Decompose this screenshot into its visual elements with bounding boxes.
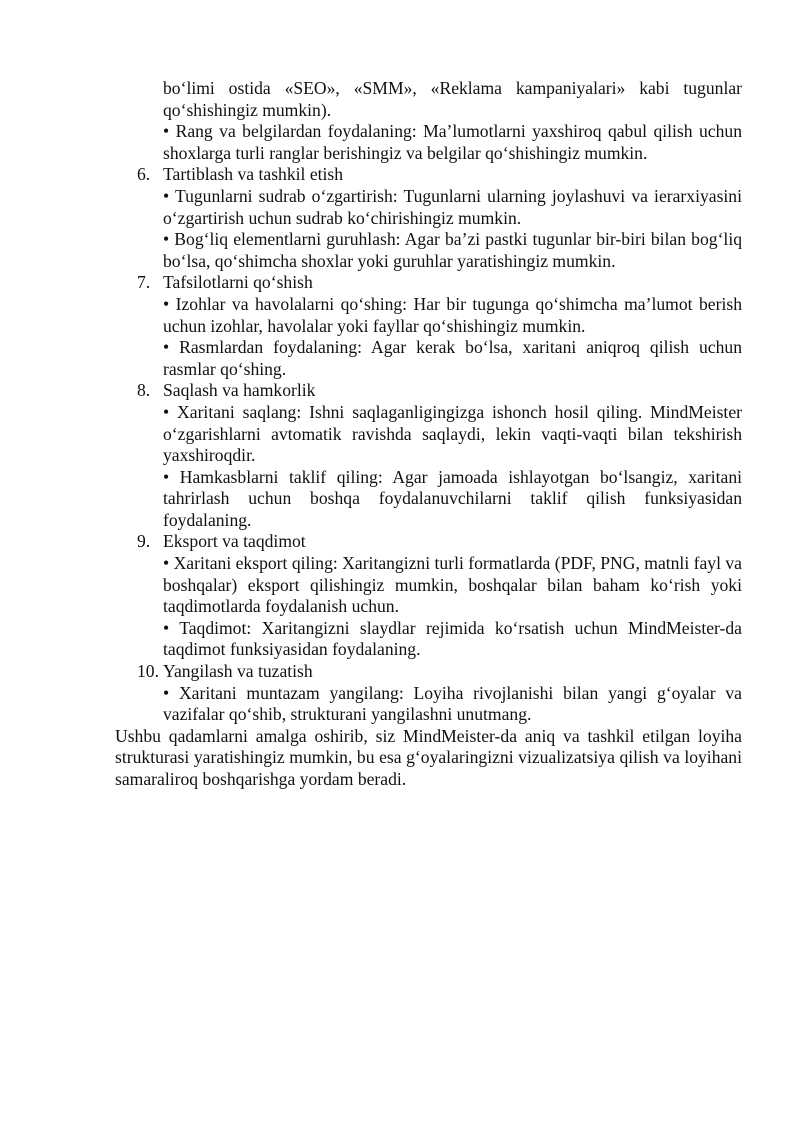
list-item-title: Tartiblash va tashkil etish xyxy=(163,164,344,185)
intro-continuation: bo‘limi ostida «SEO», «SMM», «Reklama kampaniyalari» kabi tugunlar qo‘shishingiz mumkin). xyxy=(163,78,742,120)
list-item-6-heading xyxy=(137,164,742,186)
list-item-number: 6. xyxy=(137,164,151,185)
list-item-9-heading xyxy=(137,531,742,553)
intro-bullet: • Rang va belgilardan foydalaning: Ma’lumotlarni yaxshiroq qabul qilish uchun shoxlarga turli ranglar berishingiz va belgilar qo‘shishingiz mumkin. xyxy=(163,121,742,163)
list-item-number: 9. xyxy=(137,531,151,552)
list-item-bullet: • Bog‘liq elementlarni guruhlash: Agar ba’zi pastki tugunlar bir-biri bilan bog‘liq bo‘lsa, qo‘shimcha shoxlar yoki guruhlar yaratishingiz mumkin. xyxy=(163,229,742,271)
list-item-number: 8. xyxy=(137,380,151,401)
list-item-title: Eksport va taqdimot xyxy=(163,531,306,552)
list-item-title: Yangilash va tuzatish xyxy=(163,661,313,682)
list-item-10-heading xyxy=(137,661,742,683)
list-item-number: 10. xyxy=(137,661,159,682)
list-item-title: Tafsilotlarni qo‘shish xyxy=(163,272,313,293)
list-item-bullet: • Taqdimot: Xaritangizni slaydlar rejimida ko‘rsatish uchun MindMeister-da taqdimot funksiyasidan foydalaning. xyxy=(163,617,742,660)
list-item-title: Saqlash va hamkorlik xyxy=(163,380,316,401)
conclusion-paragraph: Ushbu qadamlarni amalga oshirib, siz MindMeister-da aniq va tashkil etilgan loyiha strukturasi yaratishingiz mumkin, bu esa g‘oyalaringizni vizualizatsiya qilish va loyihani samaraliroq boshqarishga yordam beradi. xyxy=(115,725,742,789)
list-item-bullet: • Hamkasblarni taklif qiling: Agar jamoada ishlayotgan bo‘lsangiz, xaritani tahrirlash uchun boshqa foydalanuvchilarni taklif qilish funksiyasidan foydalaning. xyxy=(163,466,742,530)
list-item-bullet: • Xaritani saqlang: Ishni saqlaganligingizga ishonch hosil qiling. MindMeister o‘zgarishlarni avtomatik ravishda saqlaydi, lekin vaqti-vaqti bilan tekshirish yaxshiroqdir. xyxy=(163,401,742,466)
list-item-bullet: • Xaritani eksport qiling: Xaritangizni turli formatlarda (PDF, PNG, matnli fayl va boshqalar) eksport qilishingiz mumkin, boshqalar bilan baham ko‘rish yoki taqdimotlarda foydalanish uchun. xyxy=(163,553,742,617)
list-item-bullet: • Tugunlarni sudrab o‘zgartirish: Tugunlarni ularning joylashuvi va ierarxiyasini o‘zgartirish uchun sudrab ko‘chirishingiz mumkin. xyxy=(163,185,742,228)
list-item-number: 7. xyxy=(137,272,151,293)
list-item-7-heading xyxy=(137,272,742,294)
list-item-bullet: • Izohlar va havolalarni qo‘shing: Har bir tugunga qo‘shimcha ma’lumot berish uchun izohlar, havolalar yoki fayllar qo‘shishingiz mumkin. xyxy=(163,293,742,336)
list-item-bullet: • Xaritani muntazam yangilang: Loyiha rivojlanishi bilan yangi g‘oyalar va vazifalar qo‘shib, strukturani yangilashni unutmang. xyxy=(163,682,742,725)
list-item-8-heading xyxy=(137,380,742,402)
list-item-bullet: • Rasmlardan foydalaning: Agar kerak bo‘lsa, xaritani aniqroq qilish uchun rasmlar qo‘shing. xyxy=(163,337,742,379)
document-body xyxy=(115,78,742,791)
